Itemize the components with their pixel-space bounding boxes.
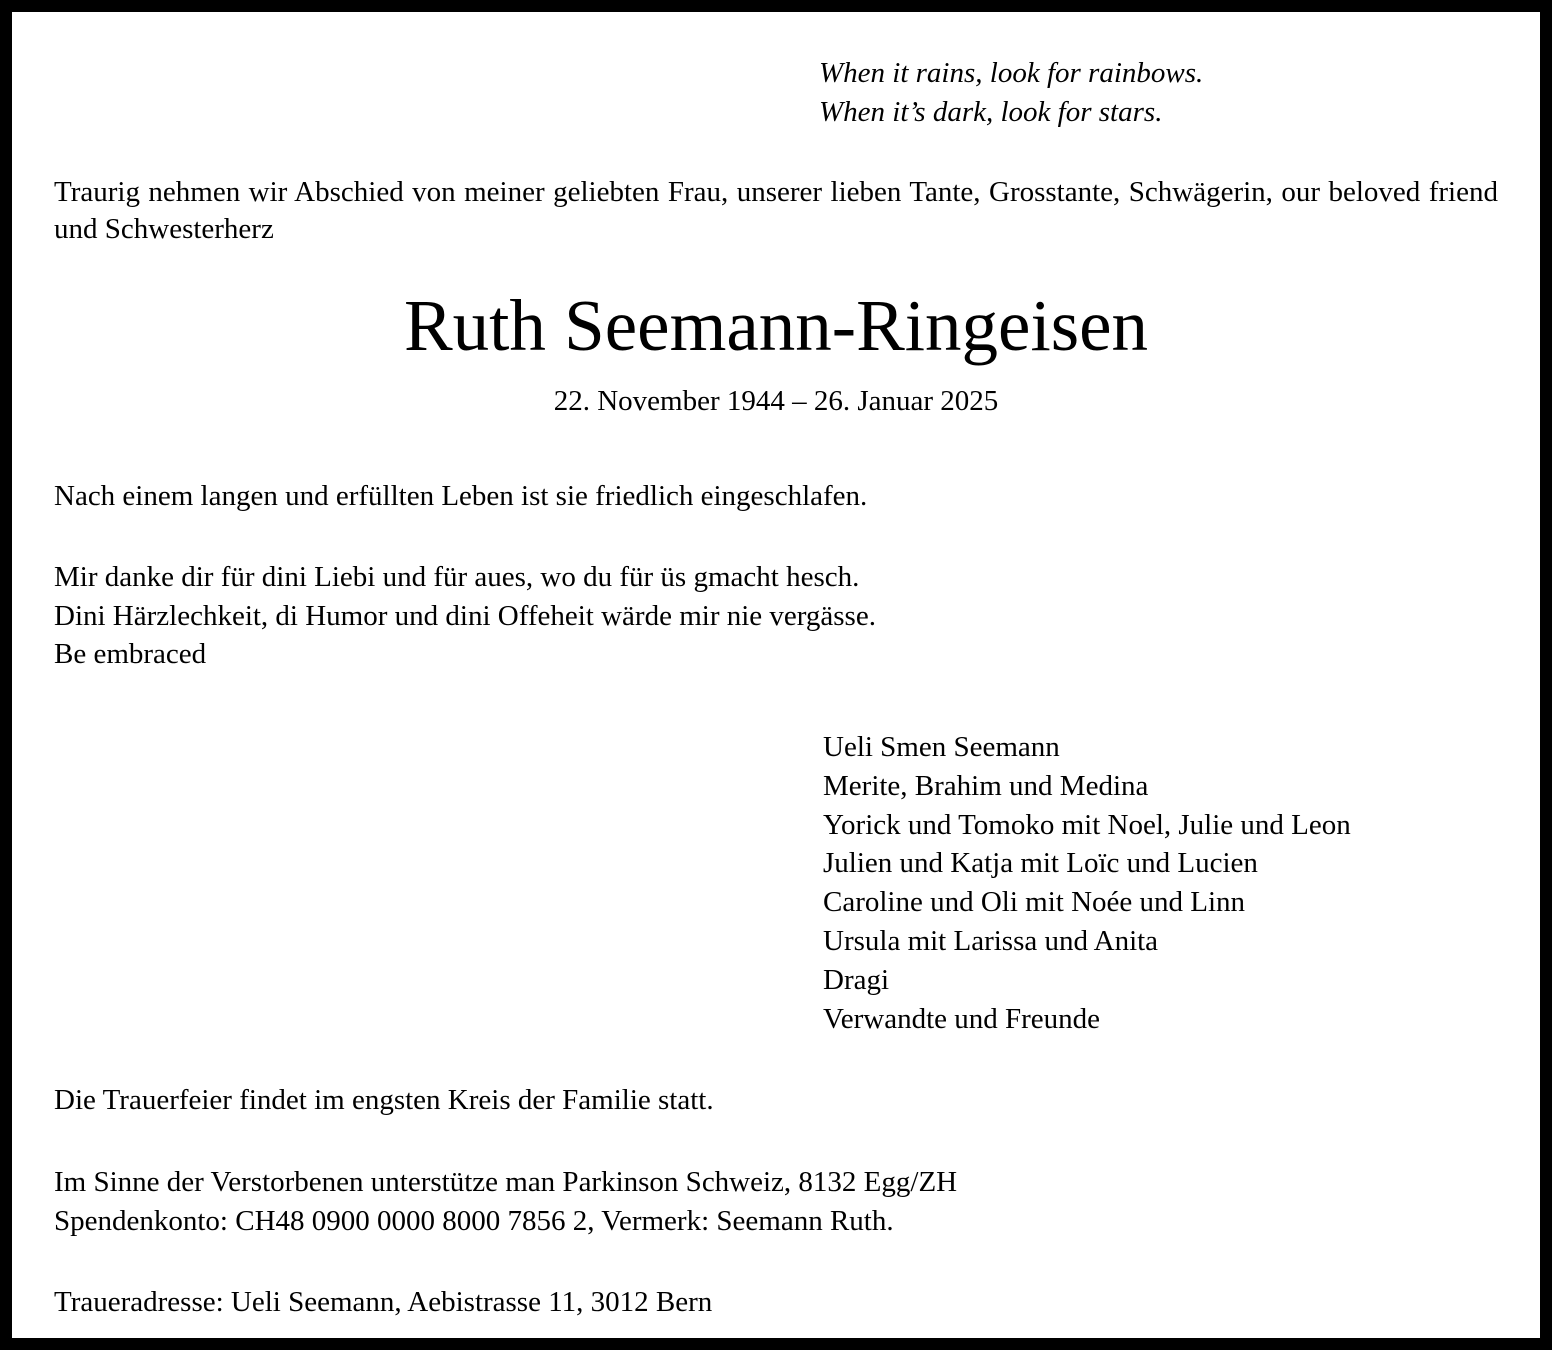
funeral-notice: Die Trauerfeier findet im engsten Kreis der Familie statt. [54,1084,714,1116]
mourner-item: Ursula mit Larissa und Anita [823,924,1159,957]
mourner-item: Merite, Brahim und Medina [823,769,1149,802]
mourner-item: Yorick und Tomoko mit Noel, Julie und Leon [823,808,1351,841]
thanks-line-1: Mir danke dir für dini Liebi und für aues, wo du für üs gmacht hesch. [54,561,860,593]
thanks-line-2: Dini Härzlechkeit, di Humor und dini Offeheit wärde mir nie vergässe. [54,599,876,632]
mourning-address: Traueradresse: Ueli Seemann, Aebistrasse 11, 3012 Bern [54,1286,713,1318]
mourner-item: Caroline und Oli mit Noée und Linn [823,886,1246,919]
epigraph-quote [819,54,1203,132]
life-dates: 22. November 1944 – 26. Januar 2025 [553,385,999,417]
donation-line-2: Spendenkonto: CH48 0900 0000 8000 7856 2, Vermerk: Seemann Ruth. [54,1204,894,1237]
intro-paragraph: Traurig nehmen wir Abschied von meiner geliebten Frau, unserer lieben Tante, Grosstante, Schwägerin, our beloved friend und Schwesterherz [54,176,1498,245]
donation-paragraph [54,1163,957,1240]
life-paragraph: Nach einem langen und erfüllten Leben ist sie friedlich eingeschlafen. [54,480,868,512]
deceased-name: Ruth Seemann-Ringeisen [403,285,1149,366]
donation-line-1: Im Sinne der Verstorbenen unterstütze man Parkinson Schweiz, 8132 Egg/ZH [54,1166,958,1198]
mourner-item: Ueli Smen Seemann [823,731,1060,763]
mourners-list [823,728,1351,1038]
quote-line-1: When it rains, look for rainbows. [819,57,1204,89]
mourner-item: Julien und Katja mit Loïc und Lucien [823,847,1258,880]
quote-line-2: When it’s dark, look for stars. [819,96,1163,128]
obituary-notice [12,12,1540,1338]
thanks-line-3: Be embraced [54,638,207,670]
mourner-item: Verwandte und Freunde [823,1002,1101,1035]
mourner-item: Dragi [823,963,890,996]
thanks-paragraph [54,558,876,674]
